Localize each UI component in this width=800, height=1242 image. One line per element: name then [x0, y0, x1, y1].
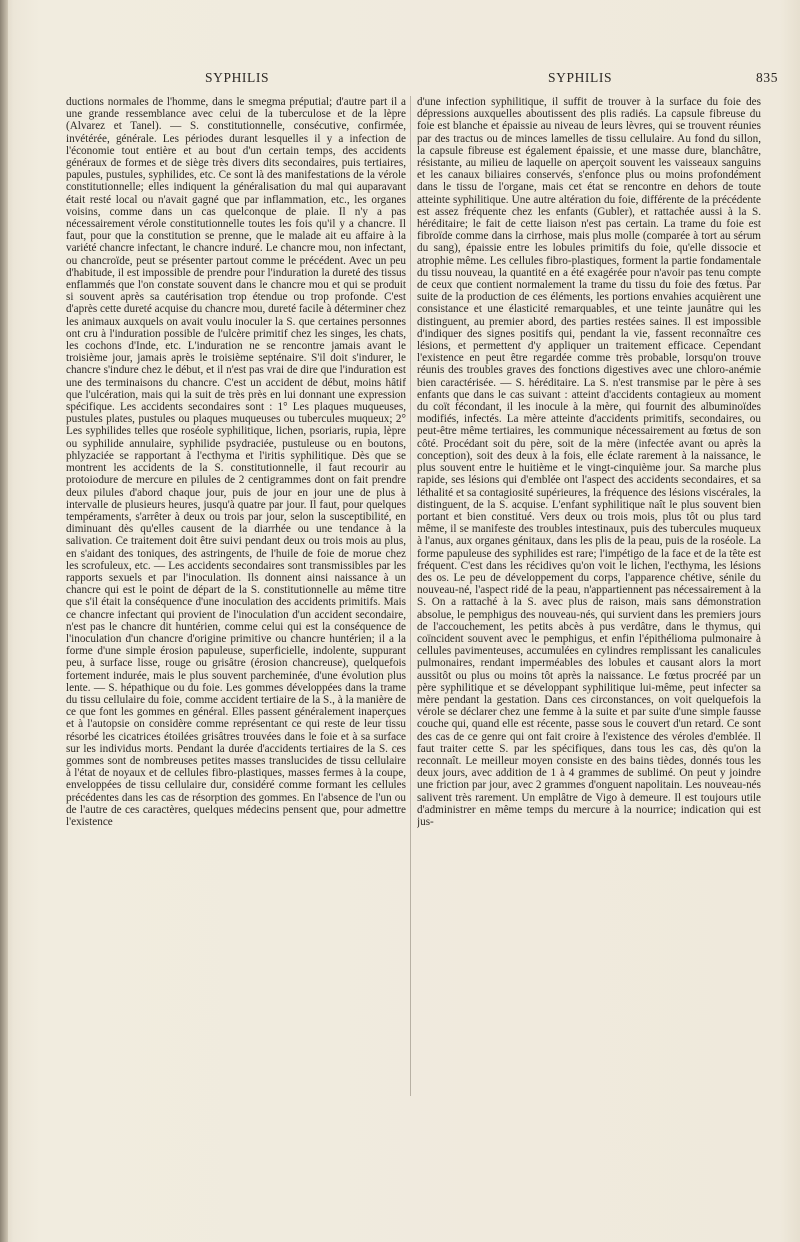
page-number: 835: [756, 70, 779, 85]
text-column-right: [417, 96, 761, 1146]
running-head-left: SYPHILIS: [205, 70, 270, 85]
page-gutter: [0, 0, 8, 1242]
text-column-left: [66, 96, 406, 1146]
running-head-right: SYPHILIS: [548, 70, 613, 85]
column-text: ductions normales de l'homme, dans le smegma préputial; d'autre part il a une grande ressemblance avec celui de la tuberculose et de la lèpre (Alvarez et Tanel). — S. constitutionnelle, consécutive, confirmée, invétérée, générale. Les périodes durant lesquelles il y a infection de l'économie tout entière et au bout d'un certain temps, des accidents généraux de formes et de siège très divers dits secondaires, puis tertiaires, papules, pustules, syphilides, etc. Ce sont là des manifestations de la vérole constitutionnelle; elles indiquent la généralisation du mal qui auparavant était resté local ou n'avait gagné que par inflammation, etc., les organes voisins, comme dans un cas quelconque de plaie. Il n'y a pas nécessairement vérole constitutionnelle toutes les fois qu'il y a chancre. Il faut, pour que la constitution se prenne, que le malade ait eu affaire à la variété chancre infectant, le chancre induré. Le chancre mou, non infectant, ou chancroïde, peut se présenter partout comme le précédent. Avec un peu d'habitude, il est impossible de prendre pour l'induration la dureté des tissus enflammés que l'on constate souvent dans le chancre mou et qui se produit si souvent après sa cautérisation trop étendue ou trop profonde. C'est d'après cette dureté acquise du chancre mou, dureté facile à déterminer chez les animaux auxquels on avait voulu inoculer la S. que certaines personnes ont cru à l'induration possible de l'ulcère primitif chez les singes, les chats, les cochons d'Inde, etc. L'induration ne se rencontre jamais avant le troisième jour, jamais après le troisième septénaire. S'il doit s'indurer, le chancre s'indure chez le début, et il n'est pas vrai de dire que l'induration est une des terminaisons du chancre. C'est un accident de début, moins hâtif que l'ulcération, mais qui la suit de très près en lui donnant une expression spécifique. Les accidents secondaires sont : 1° Les plaques muqueuses, pustules plates, pustules ou plaques muqueuses ou tubercules muqueux; 2° Les syphilides telles que roséole syphilitique, lichen, psoriaris, rupia, lèpre ou syphilide annulaire, syphilide psydraciée, pustuleuse ou en boutons, phlyzaciée se rapportant à l'ecthyma et l'iritis syphilitique. Dès que se montrent les accidents de la S. constitutionnelle, il faut recourir au protoiodure de mercure en pilules de 2 centigrammes dont on fait prendre deux pilules d'abord chaque jour, puis de jour en jour une de plus à intervalle de plusieurs heures, jusqu'à quatre par jour. Il faut, pour quelques tempéraments, s'arrêter à deux ou trois par jour, selon la susceptibilité, en diminuant dès qu'elles causent de la diarrhée ou une tendance à la salivation. Ce traitement doit être suivi pendant deux ou trois mois au plus, en s'aidant des toniques, des astringents, de l'huile de foie de morue chez les scrofuleux, etc. — Les accidents secondaires sont transmissibles par les rapports sexuels et par l'inoculation. Ils donnent ainsi naissance à un chancre qui est le point de départ de la S. constitutionnelle au même titre que s'il était la conséquence d'une inoculation des accidents primitifs. Mais ce chancre infectant qui provient de l'inoculation d'un accident secondaire, n'est pas le chancre dit huntérien, comme celui qui est la conséquence de l'inoculation d'un chancre d'origine primitive ou chancre huntérien; il a la forme d'une simple érosion papuleuse, superficielle, indolente, suppurant peu, à surface lisse, rouge ou grisâtre (érosion chancreuse), quelquefois fortement indurée, mais le plus souvent parcheminée, d'une évolution plus lente. — S. hépathique ou du foie. Les gommes développées dans la trame du tissu cellulaire du foie, comme accident tertiaire de la S., à la manière de ce que font les gommes en général. Elles passent généralement inaperçues et à l'autopsie on considère comme représentant ce qui reste de leur tissu résorbé les cicatrices étoilées grisâtres trouvées dans le foie et à sa surface sur les individus morts. Pendant la durée d'accidents tertiaires de la S. ces gommes sont de nombreuses petites masses translucides de tissu cellulaire à l'état de noyaux et de cellules fibro-plastiques, masses fermes à la coupe, enveloppées de tissu cellulaire dur, considéré comme formant les cellules précédentes dans les cas de résorption des gommes. En l'absence de l'un ou de l'autre de ces caractères, quelques médecins pensent que, pour admettre l'existence: [66, 96, 406, 828]
column-text: d'une infection syphilitique, il suffit de trouver à la surface du foie des dépressions auxquelles aboutissent des plis radiés. La capsule fibreuse du foie est blanche et épaissie au niveau de leurs lèvres, qui se trouvent réunies par des tractus ou de minces lamelles de tissu cellulaire. Au fond du sillon, la capsule fibreuse est également épaissie, et une masse dure, blanchâtre, résistante, au milieu de laquelle on aperçoit souvent les vaisseaux sanguins et les canaux biliaires conservés, s'enfonce plus ou moins profondément dans le tissu de l'organe, mais cet état se rencontre en dehors de toute atteinte syphilitique. Une autre altération du foie, différente de la précédente est assez fréquente chez les enfants (Gubler), et rattachée aussi à la S. héréditaire; le fait de cette liaison n'est pas certain. La trame du foie est fibroïde comme dans la cirrhose, mais plus molle (comparée à tort au sérum du sang), épaissie entre les lobules primitifs du foie, qu'elle dissocie et atrophie même. Les cellules fibro-plastiques, forment la partie fondamentale du tissu nouveau, la quantité en a été exagérée pour n'avoir pas tenu compte de ceux que contient normalement la trame du tissu du foie des fœtus. Par suite de la production de ces éléments, les portions envahies acquièrent une consistance et une élasticité remarquables, et une teinte jaunâtre qui les distinguent, au premier abord, des parties restées saines. Il est impossible d'indiquer des signes positifs qui, pendant la vie, fassent reconnaître ces lésions, et permettent d'y appliquer un traitement efficace. Cependant l'existence en peut être regardée comme très probable, lorsqu'on trouve réunis des troubles graves des fonctions digestives avec une chloro-anémie bien caractérisée. — S. héréditaire. La S. n'est transmise par le père à ses enfants que dans le cas suivant : atteint d'accidents contagieux au moment du coït fécondant, il les inocule à la mère, qui fournit des albuminoïdes modifiés, infectés. La mère atteinte d'accidents primitifs, secondaires, ou peut-être même tertiaires, les communique nécessairement au fœtus de son côté. Procédant soit du père, soit de la mère (infectée avant ou après la conception), soit des deux à la fois, elle éclate rarement à la naissance, le plus souvent entre le huitième et le vingt-cinquième jour. Sa marche plus rapide, ses lésions qui d'emblée ont l'aspect des accidents secondaires, et sa léthalité et sa contagiosité supérieures, la fréquence des lésions viscérales, la distinguent, de la S. acquise. L'enfant syphilitique naît le plus souvent bien portant et bien constitué. Vers deux ou trois mois, plus tôt ou plus tard même, il se manifeste des troubles intestinaux, puis des tubercules muqueux à l'anus, aux organes génitaux, dans les plis de la peau, puis de la roséole. La forme papuleuse des syphilides est rare; l'impétigo de la face et de la tête est fréquent. C'est dans les récidives qu'on voit le lichen, l'ecthyma, les lésions des os. Le peu de développement du corps, l'apparence chétive, sénile du nouveau-né, l'aspect ridé de la peau, n'appartiennent pas nécessairement à la S. On a rattaché à la S. avec plus de raison, mais sans démonstration absolue, le pemphigus des nouveau-nés, qui survient dans les premiers jours de l'accouchement, les petits abcès à pus verdâtre, dans le thymus, qui coïncident souvent avec le pemphigus, et enfin l'épithélioma pulmonaire à cellules pavimenteuses, accumulées en cylindres remplissant les canalicules pulmonaires, rendant imperméables des lobules et causant alors la mort aussitôt ou plus ou moins tôt après la naissance. Le fœtus procréé par un père syphilitique et se développant syphilitique lui-même, peut infecter sa mère pendant la gestation. Dans ces circonstances, on voit quelquefois la vérole se déclarer chez une femme à la suite et par suite d'une simple fausse couche qui, quand elle est récente, passe sous le couvert d'un retard. Ce sont des cas de ce genre qui ont fait croire à l'existence des véroles d'emblée. Il faut traiter cette S. par les spécifiques, dans tous les cas, dès qu'on la reconnaît. Le meilleur moyen consiste en des bains tièdes, donnés tous les deux jours, avec addition de 1 à 4 grammes de sublimé. On peut y joindre une friction par jour, avec 2 grammes d'onguent napolitain. Les nouveau-nés salivent très rarement. Un emplâtre de Vigo à demeure. Il est toujours utile d'administrer en même temps du mercure à la nourrice; indication qui est jus-: [417, 96, 761, 828]
column-divider: [410, 96, 411, 1096]
